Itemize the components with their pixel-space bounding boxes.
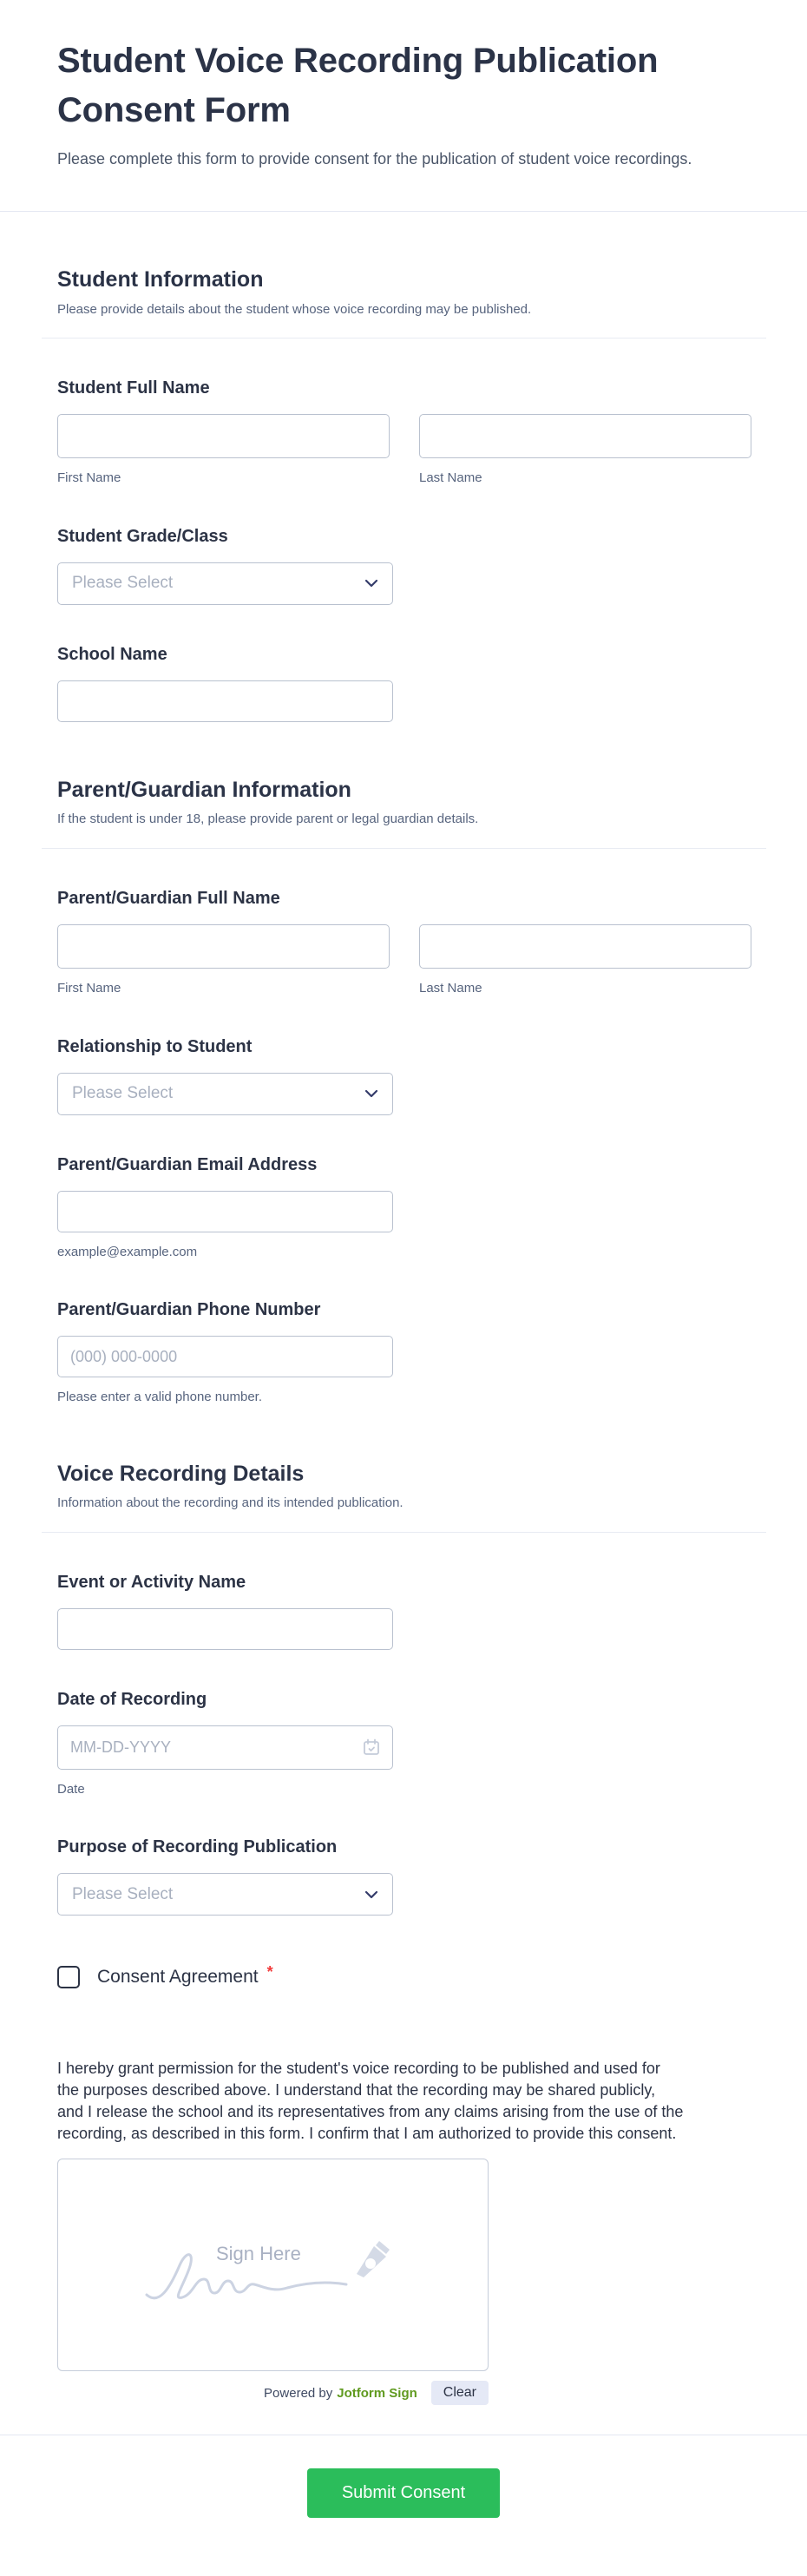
- last-name-column: [419, 924, 751, 997]
- chevron-down-icon: [364, 579, 378, 588]
- signature-footer: [57, 2381, 489, 2405]
- email-sublabel: example@example.com: [57, 1244, 198, 1259]
- guardian-last-name-input[interactable]: [419, 924, 751, 969]
- field-guardian-email: [57, 1153, 393, 1261]
- field-label: Purpose of Recording Publication: [57, 1837, 338, 1857]
- agreement-paragraph: I hereby grant permission for the student's voice recording to be published and used for the purposes described above. I understand that the recording may be shared publicly, and I release the school and its representatives from any claims arising from the use of the recording, as described in this form. I confirm that I am authorized to provide this consent.: [57, 2060, 684, 2143]
- signature-pad[interactable]: [57, 2159, 489, 2371]
- section-guardian-information: [57, 776, 751, 829]
- field-label: Parent/Guardian Email Address: [57, 1154, 318, 1174]
- field-purpose: [57, 1836, 751, 1916]
- chevron-down-icon: [364, 1890, 378, 1899]
- first-name-column: [57, 924, 390, 997]
- first-name-column: [57, 414, 390, 487]
- name-input-row: [57, 414, 751, 487]
- jotform-sign-brand: Jotform Sign: [337, 2385, 417, 2401]
- powered-by-text: [264, 2386, 417, 2401]
- date-input-wrap: [57, 1725, 393, 1770]
- field-label: Parent/Guardian Phone Number: [57, 1300, 321, 1320]
- field-label: Student Full Name: [57, 378, 210, 398]
- consent-checkbox-label: Consent Agreement: [97, 1967, 259, 1988]
- guardian-phone-input[interactable]: [57, 1336, 393, 1377]
- date-sublabel: Date: [57, 1781, 85, 1797]
- field-label: Parent/Guardian Full Name: [57, 889, 280, 909]
- first-name-sublabel: First Name: [57, 470, 121, 486]
- clear-signature-button[interactable]: Clear: [431, 2381, 489, 2405]
- field-relationship: [57, 1035, 751, 1115]
- chevron-down-icon: [364, 1089, 378, 1098]
- field-student-grade: [57, 525, 751, 605]
- field-label: Relationship to Student: [57, 1036, 253, 1056]
- field-event-name: [57, 1571, 393, 1650]
- date-input[interactable]: [57, 1725, 393, 1770]
- section-heading: Voice Recording Details: [57, 1461, 305, 1486]
- select-placeholder: Please Select: [72, 1084, 174, 1103]
- field-guardian-phone: [57, 1298, 393, 1406]
- field-label: Student Grade/Class: [57, 526, 228, 546]
- section-description: Information about the recording and its intended publication.: [57, 1495, 404, 1511]
- select-placeholder: Please Select: [72, 574, 174, 593]
- header-divider: [0, 211, 807, 212]
- section-heading: Student Information: [57, 267, 264, 292]
- pen-nib-icon: [344, 2234, 398, 2286]
- event-name-input[interactable]: [57, 1608, 393, 1650]
- sign-here-label: Sign Here: [216, 2243, 301, 2265]
- phone-sublabel: Please enter a valid phone number.: [57, 1390, 262, 1405]
- field-label: Event or Activity Name: [57, 1572, 246, 1592]
- signature-squiggle-icon: [141, 2244, 357, 2307]
- grade-select[interactable]: [57, 562, 393, 605]
- select-placeholder: Please Select: [72, 1884, 174, 1903]
- purpose-select[interactable]: [57, 1873, 393, 1916]
- powered-by-label: Powered by: [264, 2385, 333, 2401]
- guardian-first-name-input[interactable]: [57, 924, 390, 969]
- required-asterisk: *: [266, 1962, 273, 1981]
- consent-checkbox[interactable]: [57, 1966, 80, 1988]
- calendar-icon[interactable]: [362, 1738, 381, 1757]
- section-description: If the student is under 18, please provide parent or legal guardian details.: [57, 812, 479, 827]
- submit-consent-button[interactable]: Submit Consent: [307, 2468, 500, 2518]
- section-divider: [42, 848, 766, 849]
- field-school-name: [57, 643, 393, 722]
- page-subtitle: Please complete this form to provide consent for the publication of student voice recordings.: [57, 149, 692, 168]
- field-date-of-recording: [57, 1688, 751, 1798]
- field-student-full-name: [57, 377, 751, 487]
- school-name-input[interactable]: [57, 680, 393, 722]
- last-name-column: [419, 414, 751, 487]
- first-name-sublabel: First Name: [57, 981, 121, 996]
- last-name-sublabel: Last Name: [419, 981, 482, 996]
- field-consent-agreement: [57, 1962, 751, 1988]
- submit-area: [0, 2435, 807, 2563]
- section-description: Please provide details about the student whose voice recording may be published.: [57, 301, 532, 317]
- section-recording-details: [57, 1460, 751, 1513]
- guardian-email-input[interactable]: [57, 1191, 393, 1232]
- section-heading: Parent/Guardian Information: [57, 777, 351, 802]
- field-label: Date of Recording: [57, 1689, 207, 1709]
- form-header: [0, 0, 807, 211]
- field-label: School Name: [57, 644, 167, 664]
- student-last-name-input[interactable]: [419, 414, 751, 458]
- section-divider: [42, 1532, 766, 1533]
- last-name-sublabel: Last Name: [419, 470, 482, 486]
- field-guardian-full-name: [57, 887, 751, 997]
- name-input-row: [57, 924, 751, 997]
- section-student-information: [57, 266, 751, 319]
- relationship-select[interactable]: [57, 1073, 393, 1115]
- student-first-name-input[interactable]: [57, 414, 390, 458]
- page-title: Student Voice Recording Publication Consent Form: [57, 42, 659, 129]
